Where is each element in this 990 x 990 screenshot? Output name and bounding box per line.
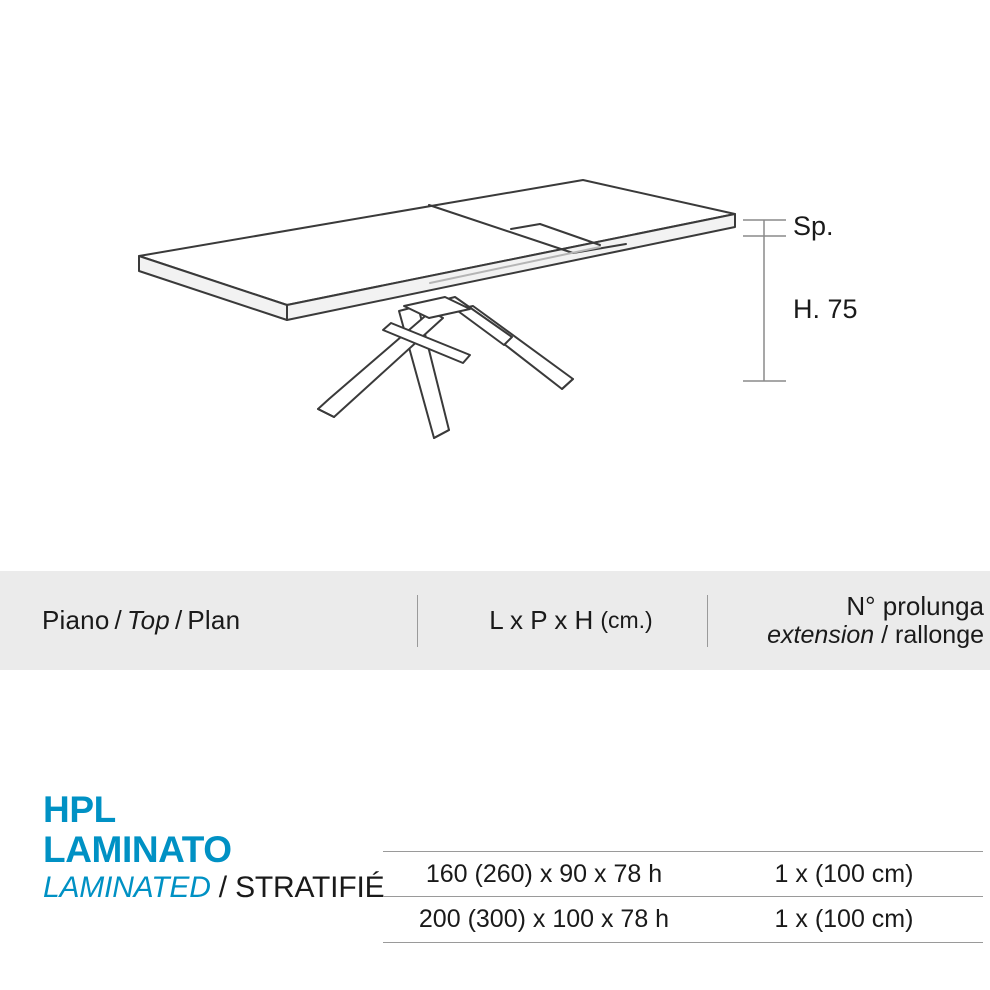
table-row — [383, 897, 983, 943]
material-label-en: LAMINATED — [43, 871, 211, 905]
row-extension: 1 x (100 cm) — [774, 905, 914, 933]
material-label-fr: STRATIFIÉ — [235, 871, 385, 905]
header-extension-sep: / — [881, 621, 889, 650]
material-line-1: HPL — [43, 789, 116, 830]
row-dimensions: 160 (260) x 90 x 78 h — [425, 859, 663, 888]
header-dimensions-column — [440, 571, 702, 670]
header-divider-2 — [707, 595, 708, 647]
header-extension-label-en: extension — [767, 621, 875, 650]
header-top-label-fr: Plan — [187, 605, 241, 635]
row-extension: 1 x (100 cm) — [774, 859, 914, 888]
header-extension-label-fr: rallonge — [895, 621, 984, 650]
header-extension-column — [712, 571, 984, 670]
header-dimensions-label: L x P x H — [489, 605, 594, 635]
header-dimensions-unit: (cm.) — [600, 607, 653, 633]
header-top-label-en: Top — [126, 605, 170, 635]
header-top-sep-2: / — [174, 605, 183, 635]
row-dimensions: 200 (300) x 100 x 78 h — [418, 905, 670, 933]
header-extension-label-it: N° prolunga — [846, 590, 984, 621]
material-line-2: LAMINATO — [43, 828, 232, 870]
header-top-sep-1: / — [114, 605, 122, 635]
spec-table — [383, 851, 983, 943]
material-name-group — [43, 790, 423, 905]
height-dimension-label: H. 75 — [793, 294, 858, 324]
dimension-lines — [743, 220, 786, 381]
material-label-sep: / — [210, 871, 236, 905]
thickness-dimension-label: Sp. — [793, 211, 834, 241]
header-top-column — [42, 571, 240, 670]
header-top-label-it: Piano — [42, 605, 110, 635]
header-divider-1 — [417, 595, 418, 647]
table-header-band — [0, 571, 990, 675]
table-row — [383, 851, 983, 897]
